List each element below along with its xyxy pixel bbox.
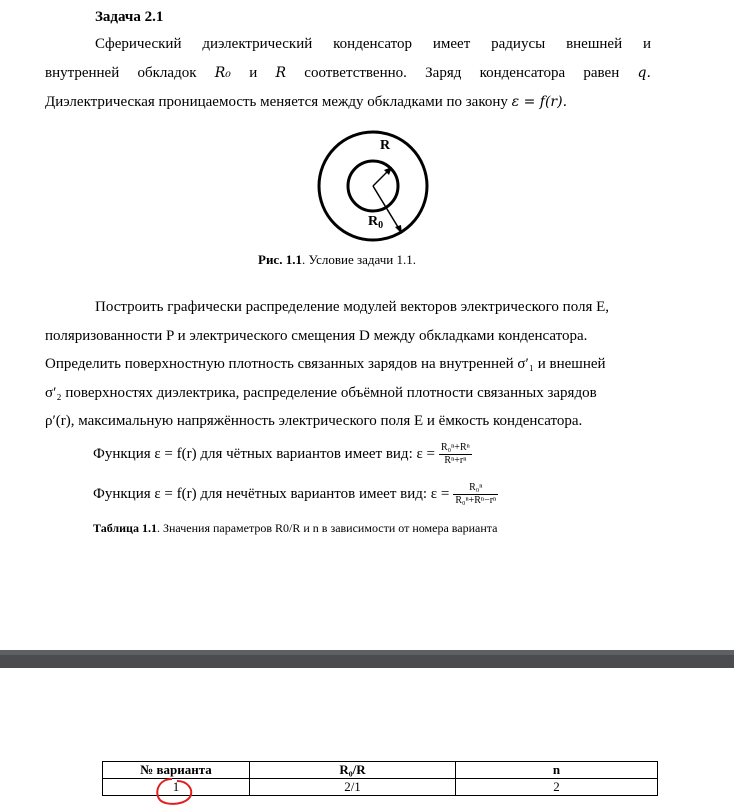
intro-line-3: Диэлектрическая проницаемость меняется между обкладками по закону ε = f(r). xyxy=(45,94,568,110)
function-even: Функция ε = f(r) для чётных вариантов имеет вид: ε = $\frac{\text{R₀ⁿ+Rⁿ}}{\text{Rⁿ+rⁿ}}$ xyxy=(93,442,470,466)
cell-r0r: 2/1 xyxy=(250,779,456,796)
label-r0: $R_0$ xyxy=(368,214,384,231)
body-line-5: ρ′(r), максимальную напряжённость электрического поля E и ёмкость конденсатора. xyxy=(45,413,583,429)
odd-formula: $\frac{\text{R₀ⁿ}}{\text{R₀ⁿ+Rⁿ−rⁿ}}$ xyxy=(455,482,497,506)
cell-n: 2 xyxy=(456,779,658,796)
header-n: n xyxy=(456,762,658,779)
figure-caption: Рис. 1.1. Условие задачи 1.1. xyxy=(258,252,416,267)
table-caption: Таблица 1.1. Значения параметров R0/R и n в зависимости от номера варианта xyxy=(93,521,498,535)
intro-line-1: Сферический диэлектрический конденсатор имеет радиусы внешней и xyxy=(95,36,651,52)
even-formula: $\frac{\text{R₀ⁿ+Rⁿ}}{\text{Rⁿ+rⁿ}}$ xyxy=(441,442,470,466)
page-gap xyxy=(0,650,734,668)
body-line-4: σ′₂ поверхностях диэлектрика, распределение объёмной плотности связанных зарядов xyxy=(45,385,597,401)
cell-variant: 1 xyxy=(103,779,250,796)
capacitor-figure xyxy=(310,128,440,246)
red-circle-annotation xyxy=(150,773,200,809)
header-variant: № варианта xyxy=(103,762,250,779)
body-line-2: поляризованности P и электрического смещения D между обкладками конденсатора. xyxy=(45,328,588,344)
document-page-2 xyxy=(0,668,734,809)
task-title: Задача 2.1 xyxy=(95,9,164,25)
function-odd: Функция ε = f(r) для нечётных вариантов имеет вид: ε = $\frac{\text{R₀ⁿ}}{\text{R₀ⁿ+Rⁿ−rⁿ}}$ xyxy=(93,482,497,506)
body-line-1: Построить графически распределение модулей векторов электрического поля E, xyxy=(95,299,610,315)
header-r0r: R₀/R xyxy=(250,762,456,779)
intro-line-2: внутренней обкладок R₀ и R соответственно. Заряд конденсатора равен q. xyxy=(45,65,651,81)
body-line-3: Определить поверхностную плотность связанных зарядов на внутренней σ′₁ и внешней xyxy=(45,356,606,372)
label-r: R xyxy=(380,138,391,153)
